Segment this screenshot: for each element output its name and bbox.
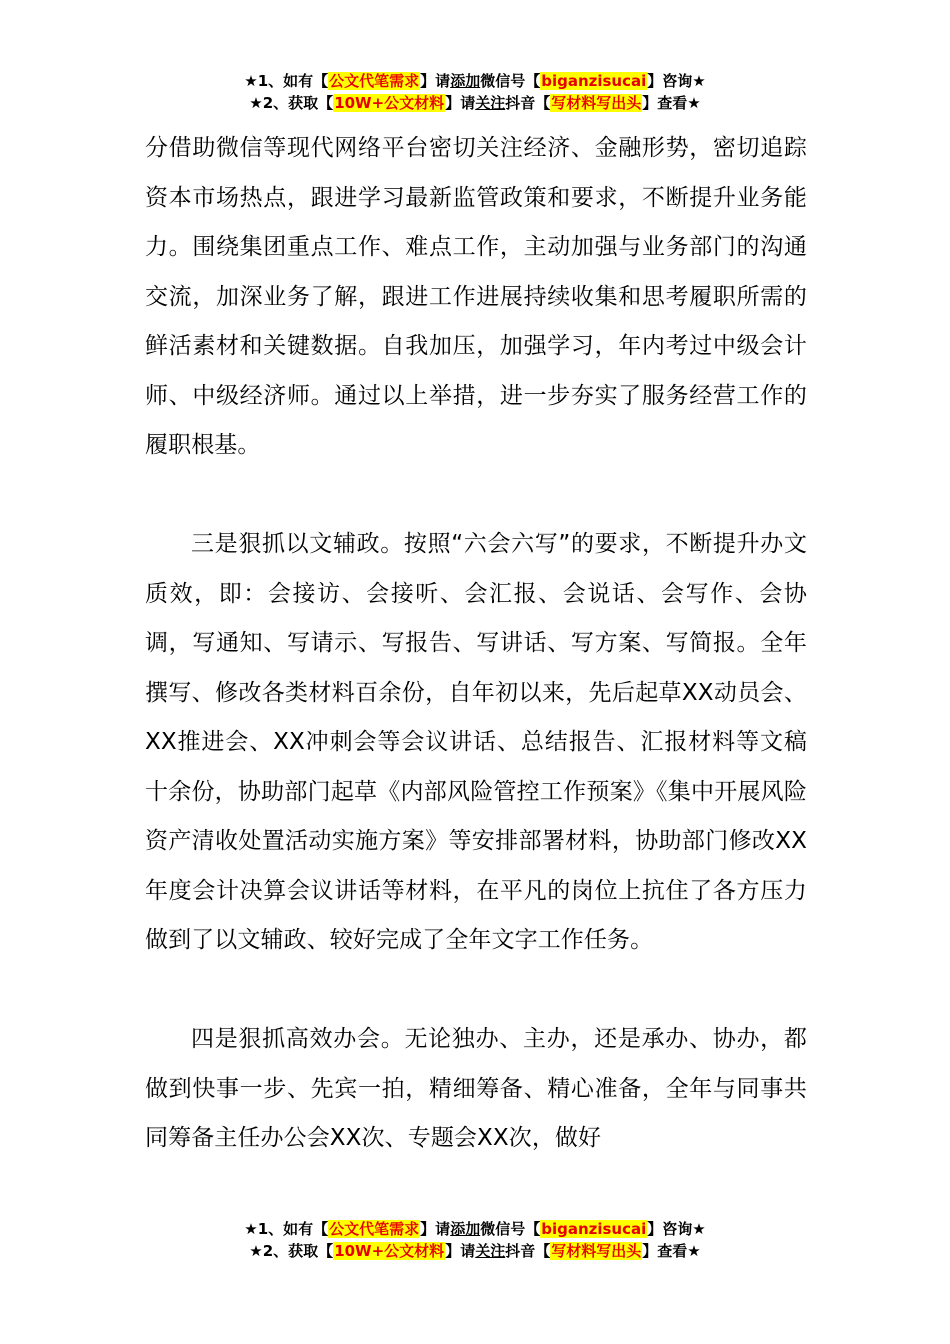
banner-underlined-text: 关注 xyxy=(475,94,506,112)
banner-text: 抖音【 xyxy=(505,1242,551,1260)
banner-text: ★2、获取【 xyxy=(249,94,334,112)
banner-text: 】请 xyxy=(420,1220,451,1238)
banner-line-1 xyxy=(0,1218,950,1240)
paragraph-writing-support: 三是狠抓以文辅政。按照“六会六写”的要求，不断提升办文质效，即：会接访、会接听、会汇报、会说话、会写作、会协调，写通知、写请示、写报告、写讲话、写方案、写简报。全年撰写、修改各类材料百余份，自年初以来，先后起草XX动员会、XX推进会、XX冲刺会等会议讲话、总结报告、汇报材料等文稿十余份，协助部门起草《内部风险管控工作预案》《集中开展风险资产清收处置活动实施方案》等安排部署材料，协助部门修改XX年度会计决算会议讲话等材料，在平凡的岗位上抗住了各方压力做到了以文辅政、较好完成了全年文字工作任务。 xyxy=(145,531,807,953)
banner-text: 】请 xyxy=(420,72,451,90)
paragraph-gap xyxy=(145,471,807,521)
banner-highlight: 公文代笔需求 xyxy=(329,1220,420,1238)
banner-underlined-text: 关注 xyxy=(475,1242,506,1260)
banner-text: ★2、获取【 xyxy=(249,1242,334,1260)
banner-highlight: biganzisucai xyxy=(541,1220,647,1238)
paragraph-continuation: 分借助微信等现代网络平台密切关注经济、金融形势，密切追踪资本市场热点，跟进学习最新监管政策和要求，不断提升业务能力。围绕集团重点工作、难点工作，主动加强与业务部门的沟通交流，加深业务了解，跟进工作进展持续收集和思考履职所需的鲜活素材和关键数据。自我加压，加强学习，年内考过中级会计师、中级经济师。通过以上举措，进一步夯实了服务经营工作的履职根基。 xyxy=(145,135,807,458)
banner-highlight: 10W+公文材料 xyxy=(334,94,445,112)
banner-highlight: 公文代笔需求 xyxy=(329,72,420,90)
banner-line-2 xyxy=(0,1240,950,1262)
banner-text: 】查看★ xyxy=(642,1242,701,1260)
banner-text: 】查看★ xyxy=(642,94,701,112)
header-banner xyxy=(0,70,950,114)
banner-text: 】咨询★ xyxy=(647,72,706,90)
document-body xyxy=(145,124,807,1164)
banner-text: 抖音【 xyxy=(505,94,551,112)
banner-highlight: 10W+公文材料 xyxy=(334,1242,445,1260)
footer-banner xyxy=(0,1218,950,1262)
banner-text: ★1、如有【 xyxy=(244,72,329,90)
paragraph-meeting-organization: 四是狠抓高效办会。无论独办、主办，还是承办、协办，都做到快事一步、先宾一拍，精细筹备、精心准备，全年与同事共同筹备主任办公会XX次、专题会XX次，做好 xyxy=(145,1026,807,1151)
banner-line-2 xyxy=(0,92,950,114)
banner-text: 】咨询★ xyxy=(647,1220,706,1238)
banner-highlight: 写材料写出头 xyxy=(551,1242,642,1260)
banner-text: 】请 xyxy=(445,1242,476,1260)
banner-text: 微信号【 xyxy=(480,1220,541,1238)
banner-highlight: biganzisucai xyxy=(541,72,647,90)
banner-text: 】请 xyxy=(445,94,476,112)
banner-text: ★1、如有【 xyxy=(244,1220,329,1238)
banner-highlight: 写材料写出头 xyxy=(551,94,642,112)
banner-underlined-text: 添加 xyxy=(450,1220,481,1238)
banner-line-1 xyxy=(0,70,950,92)
paragraph-gap xyxy=(145,966,807,1016)
banner-underlined-text: 添加 xyxy=(450,72,481,90)
banner-text: 微信号【 xyxy=(480,72,541,90)
